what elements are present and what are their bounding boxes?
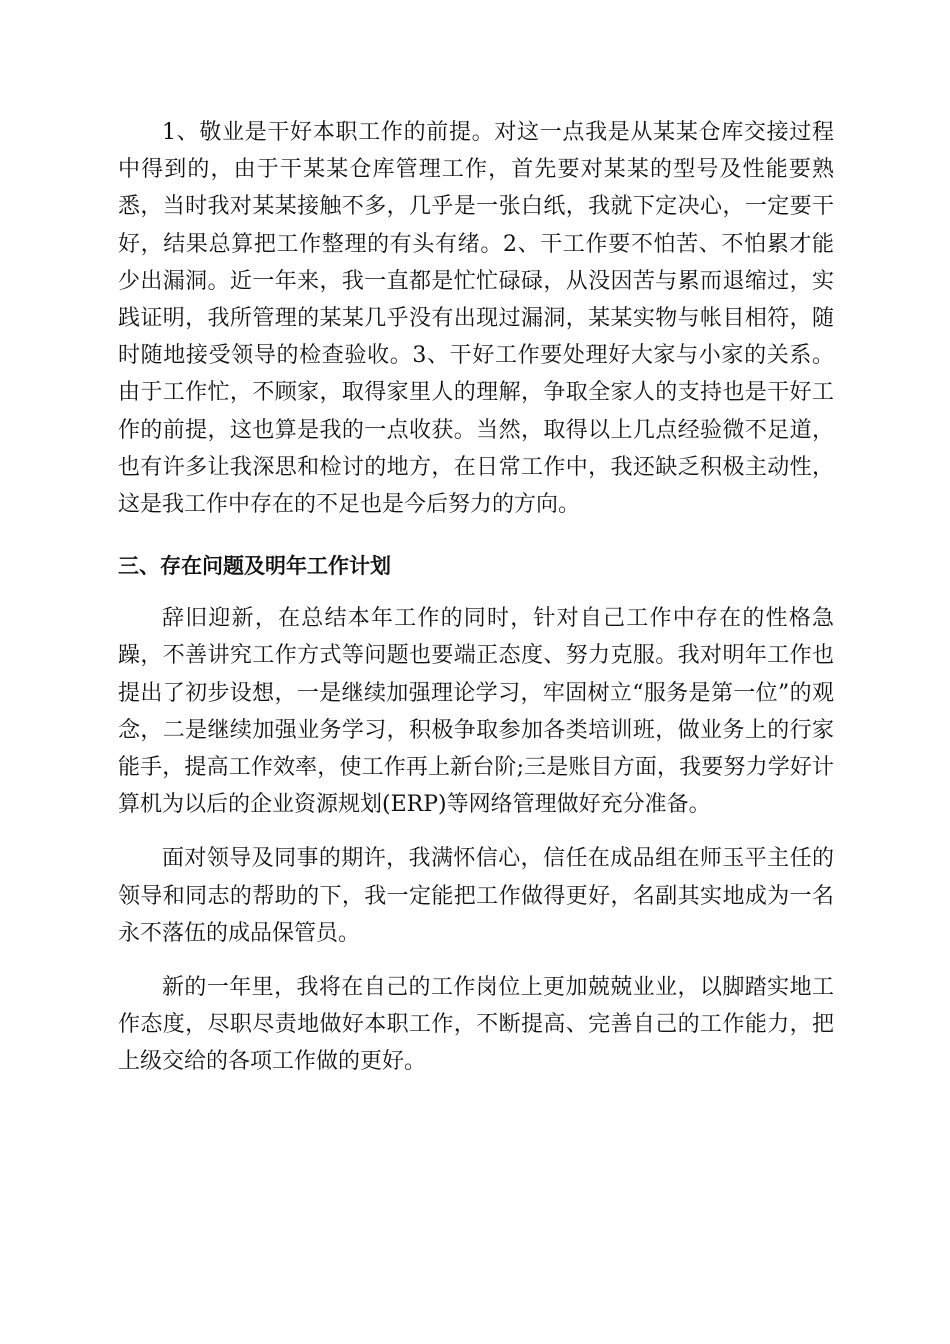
document-body [118,114,834,1081]
body-paragraph: 辞旧迎新，在总结本年工作的同时，针对自己工作中存在的性格急躁，不善讲究工作方式等问题也要端正态度、努力克服。我对明年工作也提出了初步设想，一是继续加强理论学习，牢固树立“服务是第一位”的观念，二是继续加强业务学习，积极争取参加各类培训班，做业务上的行家能手，提高工作效率，使工作再上新台阶;三是账目方面，我要努力学好计算机为以后的企业资源规划(ERP)等网络管理做好充分准备。 [118,606,834,818]
body-paragraph: 面对领导及同事的期许，我满怀信心，信任在成品组在师玉平主任的领导和同志的帮助的下，我一定能把工作做得更好，名副其实地成为一名永不落伍的成品保管员。 [118,846,834,946]
body-paragraph: 1、敬业是干好本职工作的前提。对这一点我是从某某仓库交接过程中得到的，由于干某某仓库管理工作，首先要对某某的型号及性能要熟悉，当时我对某某接触不多，几乎是一张白纸，我就下定决心，一定要干好，结果总算把工作整理的有头有绪。2、干工作要不怕苦、不怕累才能少出漏洞。近一年来，我一直都是忙忙碌碌，从没因苦与累而退缩过，实践证明，我所管理的某某几乎没有出现过漏洞，某某实物与帐目相符，随时随地接受领导的检查验收。3、干好工作要处理好大家与小家的关系。由于工作忙，不顾家，取得家里人的理解，争取全家人的支持也是干好工作的前提，这也算是我的一点收获。当然，取得以上几点经验微不足道，也有许多让我深思和检讨的地方，在日常工作中，我还缺乏积极主动性，这是我工作中存在的不足也是今后努力的方向。 [118,120,834,518]
body-paragraph: 新的一年里，我将在自己的工作岗位上更加兢兢业业，以脚踏实地工作态度，尽职尽责地做好本职工作，不断提高、完善自己的工作能力，把上级交给的各项工作做的更好。 [118,975,834,1075]
section-heading: 三、存在问题及明年工作计划 [118,554,391,579]
